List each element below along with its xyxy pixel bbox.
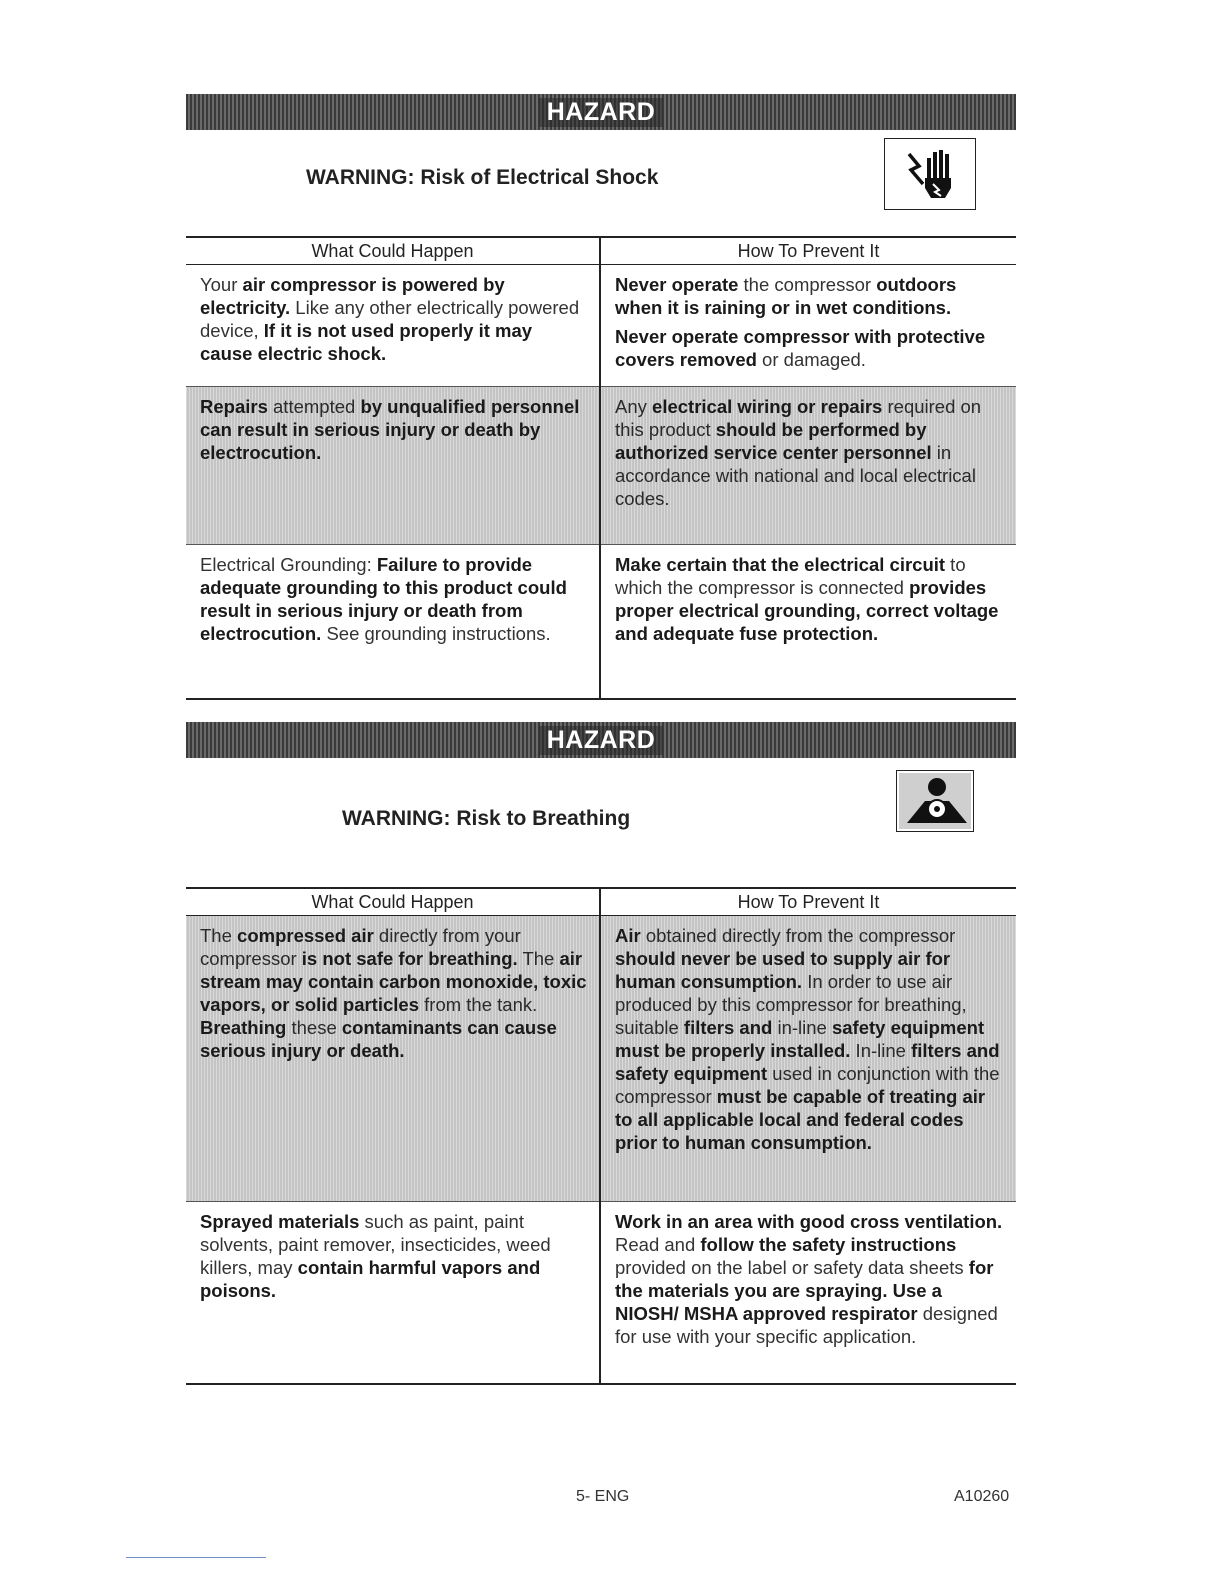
hazard-label: HAZARD xyxy=(539,726,664,755)
warning-title-breathing: WARNING: Risk to Breathing xyxy=(342,807,631,830)
cell-paragraph: Work in an area with good cross ventilation. Read and follow the safety instructions provided on the label or safety data sheets for the materials you are spraying. Use a NIOSH/ MSHA approved respirator designed for use with your specific application. xyxy=(615,1211,1003,1347)
page-number: 5- ENG xyxy=(576,1488,630,1505)
cell-what xyxy=(186,916,600,1202)
col-header-what-could-happen: What Could Happen xyxy=(186,237,600,265)
hazard-label: HAZARD xyxy=(539,98,664,127)
cell-paragraph: Make certain that the electrical circuit to which the compressor is connected provides proper electrical grounding, correct voltage and adequate fuse protection. xyxy=(615,554,999,644)
table-row xyxy=(186,545,1016,699)
cell-what xyxy=(186,1202,600,1384)
cell-paragraph: Electrical Grounding: Failure to provide adequate grounding to this product could result in serious injury or death from electrocution. See grounding instructions. xyxy=(200,554,567,644)
hazard-banner-1 xyxy=(186,94,1016,130)
cell-paragraph: Never operate the compressor outdoors when it is raining or in wet conditions. xyxy=(615,274,957,318)
electrical-shock-icon xyxy=(884,138,976,210)
cell-prevent xyxy=(600,545,1016,699)
table-row xyxy=(186,1202,1016,1384)
hazard-table-electrical xyxy=(186,236,1016,700)
cell-paragraph: Any electrical wiring or repairs required on this product should be performed by authorized service center personnel in accordance with national and local electrical codes. xyxy=(615,396,982,509)
warning-title-electrical: WARNING: Risk of Electrical Shock xyxy=(306,166,659,189)
cell-paragraph: Repairs attempted by unqualified personnel can result in serious injury or death by electrocution. xyxy=(200,396,580,463)
col-header-what-could-happen: What Could Happen xyxy=(186,888,600,916)
cell-prevent xyxy=(600,1202,1016,1384)
cell-paragraph: The compressed air directly from your compressor is not safe for breathing. The air stream may contain carbon monoxide, toxic vapors, or solid particles from the tank. Breathing these contaminants can cause serious injury or death. xyxy=(200,925,587,1061)
cell-prevent xyxy=(600,916,1016,1202)
col-header-how-to-prevent: How To Prevent It xyxy=(600,888,1016,916)
cell-paragraph: Your air compressor is powered by electricity. Like any other electrically powered device, If it is not used properly it may cause electric shock. xyxy=(200,274,580,364)
table-row xyxy=(186,916,1016,1202)
cell-prevent xyxy=(600,265,1016,387)
cell-what xyxy=(186,545,600,699)
respirator-breathing-icon xyxy=(896,770,974,832)
cell-prevent xyxy=(600,387,1016,545)
cell-what xyxy=(186,265,600,387)
cell-paragraph: Air obtained directly from the compressor should never be used to supply air for human consumption. In order to use air produced by this compressor for breathing, suitable filters and in-line safety equipment must be properly installed. In-line filters and safety equipment used in conjunction with the compressor must be capable of treating air to all applicable local and federal codes prior to human consumption. xyxy=(615,925,1000,1153)
cell-paragraph: Sprayed materials such as paint, paint solvents, paint remover, insecticides, weed killers, may contain harmful vapors and poisons. xyxy=(200,1211,551,1301)
footer-rule xyxy=(126,1557,266,1558)
col-header-how-to-prevent: How To Prevent It xyxy=(600,237,1016,265)
hazard-table-breathing xyxy=(186,887,1016,1385)
cell-paragraph: Never operate compressor with protective covers removed or damaged. xyxy=(615,326,986,370)
document-code: A10260 xyxy=(954,1488,1010,1505)
table-row xyxy=(186,387,1016,545)
cell-what xyxy=(186,387,600,545)
table-row xyxy=(186,265,1016,387)
hazard-banner-2 xyxy=(186,722,1016,758)
